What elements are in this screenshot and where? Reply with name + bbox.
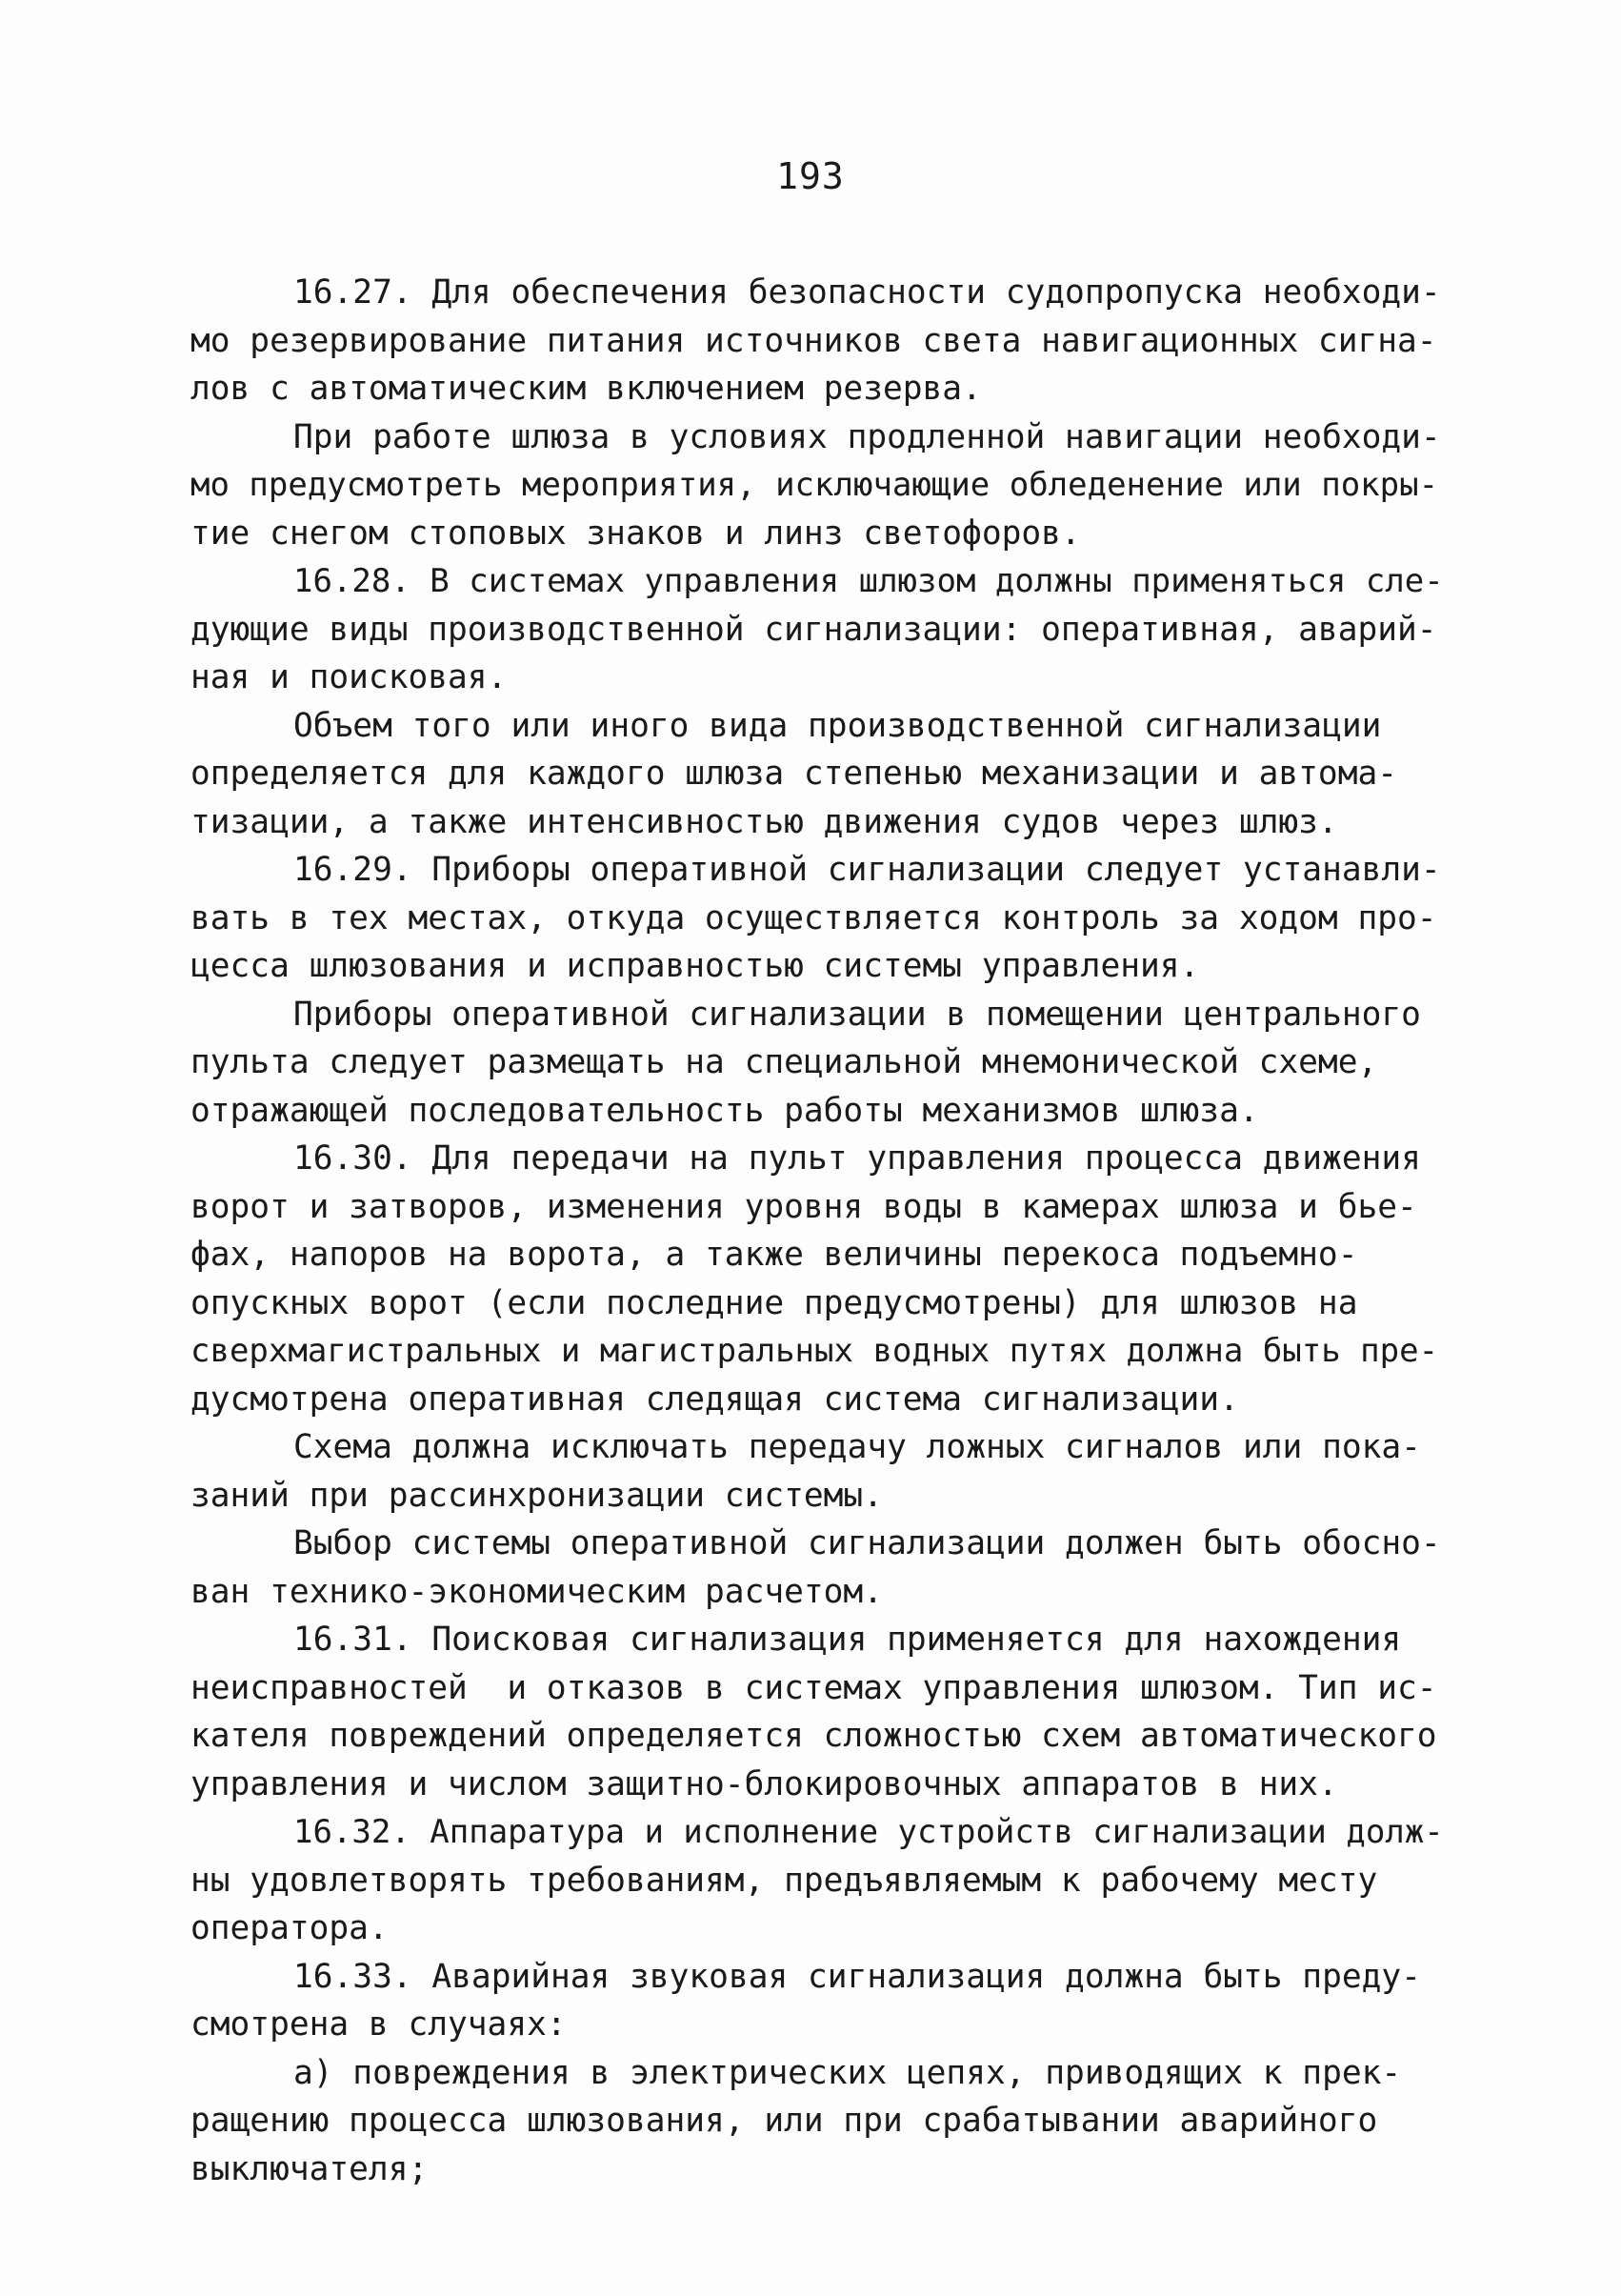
text-line: управления и числом защитно-блокировочных аппаратов в них. — [190, 1764, 1338, 1803]
text-line: опускных ворот (если последние предусмотрены) для шлюзов на — [190, 1283, 1358, 1322]
text-line: лов с автоматическим включением резерва. — [190, 370, 982, 408]
text-line: сверхмагистральных и магистральных водных путях должна быть пре- — [190, 1332, 1439, 1370]
text-line: Приборы оперативной сигнализации в помещении центрального — [293, 995, 1421, 1034]
text-line: При работе шлюза в условиях продленной навигации необходи- — [293, 417, 1441, 456]
page-number: 193 — [776, 155, 845, 197]
text-line: 16.32. Аппаратура и исполнение устройств сигнализации долж- — [293, 1813, 1444, 1851]
text-line: 16.33. Аварийная звуковая сигнализация должна быть преду- — [293, 1957, 1421, 1996]
text-line: ращению процесса шлюзования, или при срабатывании аварийного — [190, 2102, 1378, 2140]
text-line: оператора. — [190, 1909, 389, 1947]
text-line: цесса шлюзования и исправностью системы управления. — [190, 947, 1200, 985]
text-body — [190, 269, 1448, 2193]
text-line: выключателя; — [190, 2149, 429, 2188]
text-line: 16.27. Для обеспечения безопасности судопропуска необходи- — [293, 273, 1441, 312]
text-line: 16.30. Для передачи на пульт управления процесса движения — [293, 1139, 1421, 1178]
text-line: Выбор системы оперативной сигнализации должен быть обосно- — [293, 1524, 1441, 1562]
text-line: ворот и затворов, изменения уровня воды в камерах шлюза и бье- — [190, 1187, 1417, 1226]
text-line: вать в тех местах, откуда осуществляется контроль за ходом про- — [190, 898, 1437, 937]
text-line: тизации, а также интенсивностью движения судов через шлюз. — [190, 802, 1338, 841]
text-line: Схема должна исключать передачу ложных сигналов или пока- — [293, 1428, 1421, 1466]
text-line: а) повреждения в электрических цепях, приводящих к прек- — [293, 2053, 1402, 2092]
text-line: фах, напоров на ворота, а также величины перекоса подъемно- — [190, 1236, 1358, 1274]
text-line: Объем того или иного вида производственной сигнализации — [293, 706, 1382, 745]
text-line: мо резервирование питания источников света навигационных сигна- — [190, 321, 1437, 360]
text-line: заний при рассинхронизации системы. — [190, 1476, 883, 1515]
text-line: 16.29. Приборы оперативной сигнализации следует устанавли- — [293, 851, 1441, 889]
text-line: смотрена в случаях: — [190, 2005, 567, 2044]
text-line: дующие виды производственной сигнализации: оперативная, аварий- — [190, 610, 1437, 649]
text-line: кателя повреждений определяется сложностью схем автоматического — [190, 1717, 1437, 1755]
text-line: мо предусмотреть мероприятия, исключающие обледенение или покры- — [190, 466, 1439, 504]
text-line: неисправностей и отказов в системах управления шлюзом. Тип ис- — [190, 1668, 1437, 1707]
text-line: дусмотрена оперативная следящая система сигнализации. — [190, 1380, 1239, 1419]
text-line: пульта следует размещать на специальной мнемонической схеме, — [190, 1043, 1378, 1081]
text-line: 16.31. Поисковая сигнализация применяется для нахождения — [293, 1621, 1402, 1659]
text-line: ная и поисковая. — [190, 658, 508, 696]
text-line: 16.28. В системах управления шлюзом должны применяться сле- — [293, 562, 1444, 600]
text-line: ны удовлетворять требованиям, предъявляемым к рабочему месту — [190, 1861, 1378, 1900]
text-line: ван технико-экономическим расчетом. — [190, 1572, 883, 1611]
text-line: отражающей последовательность работы механизмов шлюза. — [190, 1091, 1259, 1130]
text-line: определяется для каждого шлюза степенью механизации и автома- — [190, 755, 1398, 793]
text-line: тие снегом стоповых знаков и линз светофоров. — [190, 514, 1081, 553]
